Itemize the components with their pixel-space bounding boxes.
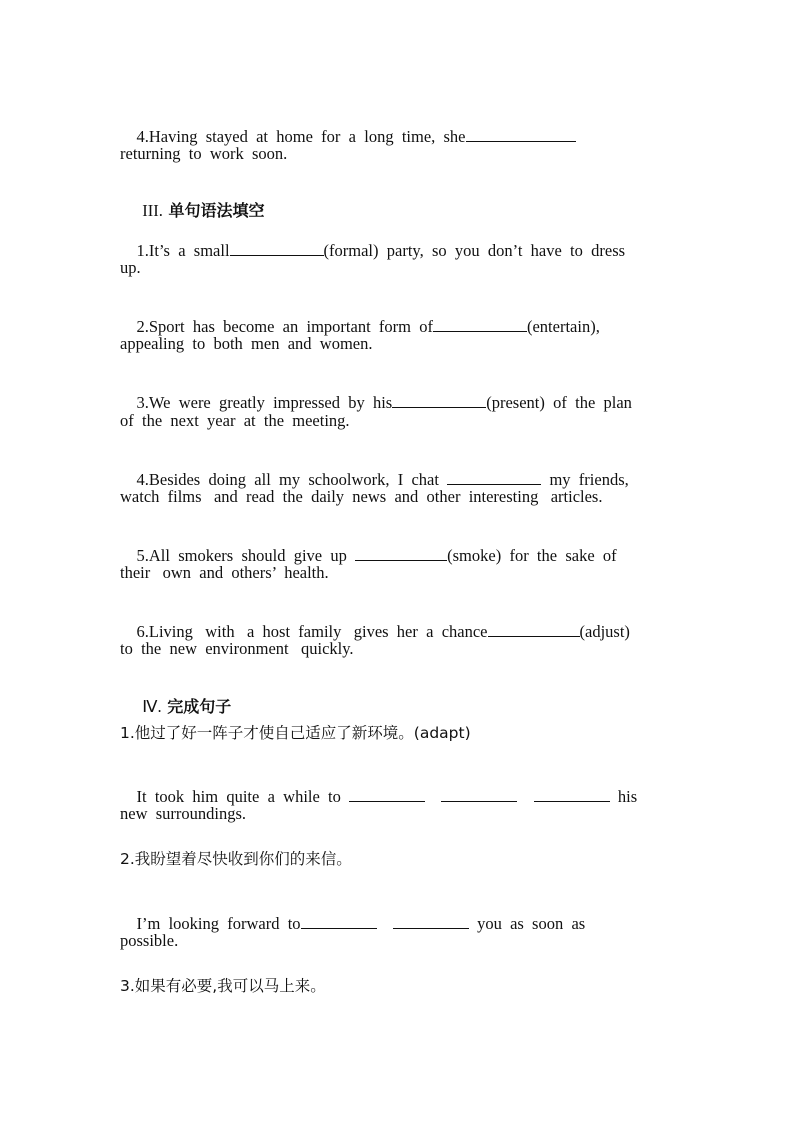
- s4-q1-blank-3[interactable]: [534, 786, 610, 802]
- s2-q4-line2: returning to work soon.: [120, 144, 288, 163]
- s2-q4-blank[interactable]: [466, 126, 576, 142]
- s4-q1-blank-2[interactable]: [441, 786, 517, 802]
- s3-q1-text-pre: 1.It’s a small: [136, 241, 230, 260]
- s3-q6-text-post: (adjust): [579, 622, 630, 641]
- s4-q1-text-pre: It took him quite a while to: [136, 787, 350, 806]
- s4-q2-text-post: you as soon as: [468, 914, 586, 933]
- section4-heading-num: Ⅳ.: [142, 697, 162, 716]
- s3-q4-text-post: my friends,: [541, 470, 629, 489]
- section3-heading-text: 单句语法填空: [168, 201, 265, 220]
- s3-q6-text-pre: 6.Living with a host family gives her a chance: [136, 622, 488, 641]
- s4-q2-blank-1[interactable]: [301, 913, 377, 929]
- s3-q5-blank[interactable]: [355, 545, 447, 561]
- s4-q2-blank-2[interactable]: [393, 913, 469, 929]
- s3-q2-text-pre: 2.Sport has become an important form of: [136, 317, 433, 336]
- s3-q1-blank[interactable]: [230, 240, 324, 256]
- s4-q1-chinese: 1.他过了好一阵子才使自己适应了新环境。(adapt): [120, 724, 471, 742]
- s3-q6-blank[interactable]: [488, 621, 580, 637]
- s3-q2-text-post: (entertain),: [526, 317, 600, 336]
- s3-q4-blank[interactable]: [447, 469, 541, 485]
- s4-q3-chinese: 3.如果有必要,我可以马上来。: [120, 977, 326, 995]
- s3-q5-line2: their own and others’ health.: [120, 563, 329, 582]
- s2-q4-text: 4.Having stayed at home for a long time, she: [136, 127, 466, 146]
- s3-q5-text-pre: 5.All smokers should give up: [136, 546, 356, 565]
- section3-heading-num: III.: [142, 201, 163, 220]
- s4-q1-blank-1[interactable]: [349, 786, 425, 802]
- s4-q2-line2: possible.: [120, 931, 179, 950]
- s4-q1-line2: new surroundings.: [120, 804, 247, 823]
- s4-q2-chinese: 2.我盼望着尽快收到你们的来信。: [120, 850, 352, 868]
- s3-q1-line2: up.: [120, 258, 141, 277]
- section4-heading-text: 完成句子: [167, 697, 232, 716]
- s3-q2-line2: appealing to both men and women.: [120, 334, 373, 353]
- s3-q1-line1: [120, 220, 625, 281]
- s3-q1-text-post: (formal) party, so you don’t have to dress: [323, 241, 626, 260]
- s3-q3-text-post: (present) of the plan: [486, 393, 632, 412]
- s3-q3-text-pre: 3.We were greatly impressed by his: [136, 393, 393, 412]
- s3-q4-text-pre: 4.Besides doing all my schoolwork, I chat: [136, 470, 448, 489]
- s4-q2-text-pre: I’m looking forward to: [136, 914, 301, 933]
- s3-q2-blank[interactable]: [433, 316, 527, 332]
- s3-q3-line2: of the next year at the meeting.: [120, 411, 350, 430]
- s4-q1-text-post: his: [609, 787, 638, 806]
- s3-q3-blank[interactable]: [392, 392, 486, 408]
- s3-q6-line2: to the new environment quickly.: [120, 639, 354, 658]
- s3-q4-line2: watch films and read the daily news and other interesting articles.: [120, 487, 603, 506]
- s4-q2-line1: [120, 893, 585, 954]
- s3-q5-text-post: (smoke) for the sake of: [447, 546, 617, 565]
